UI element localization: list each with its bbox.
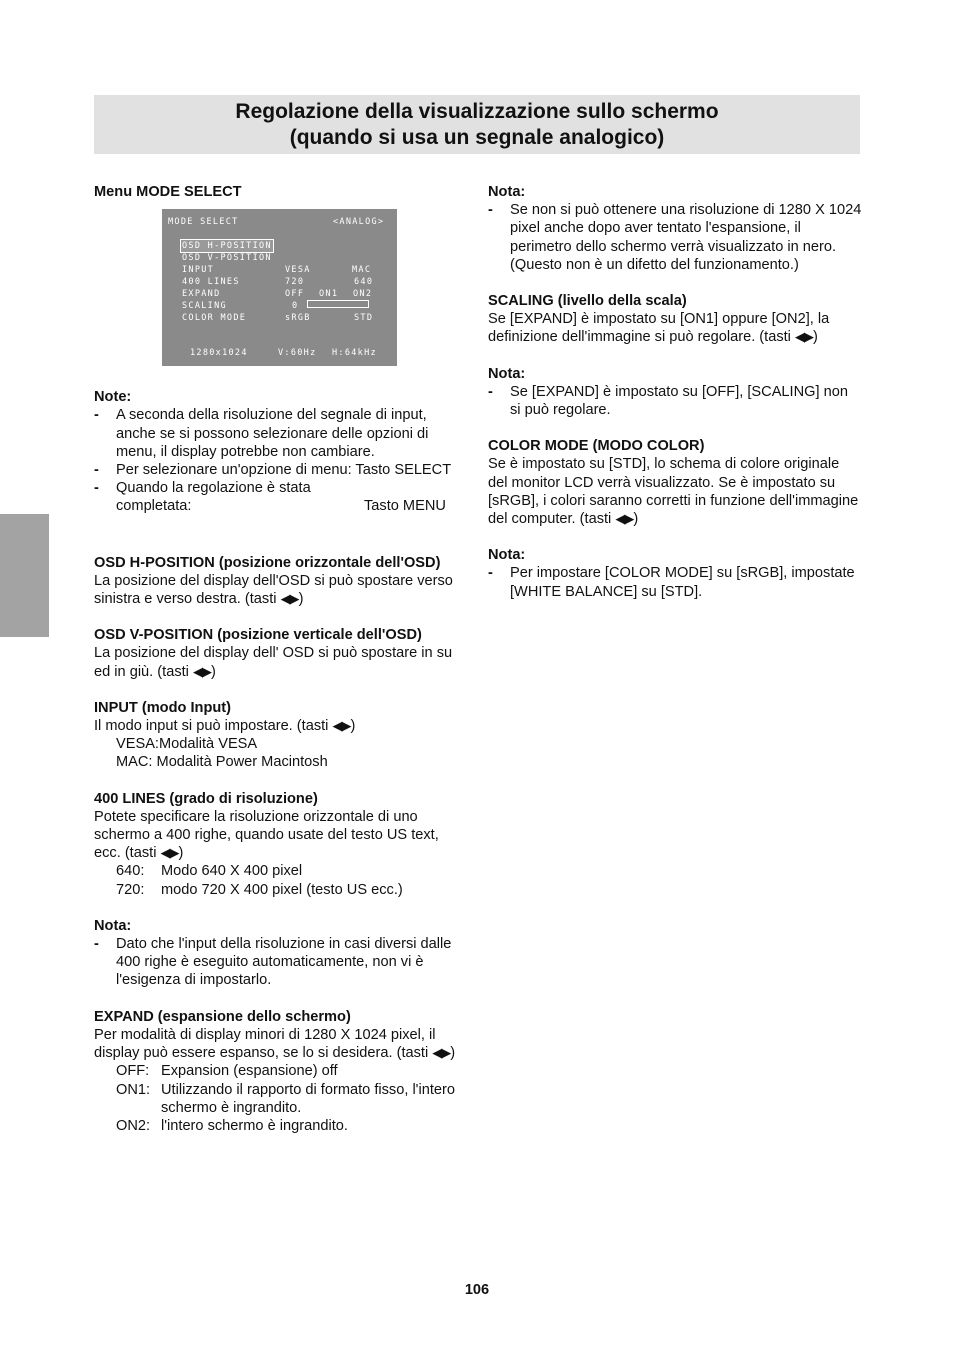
osd-lines-720: 720: [285, 277, 305, 288]
hpos-heading: OSD H-POSITION (posizione orizzontale dell'OSD): [94, 554, 441, 571]
lines-heading: 400 LINES (grado di risoluzione): [94, 790, 318, 807]
lines-text: Potete specificare la risoluzione orizzontale di uno schermo a 400 righe, quando usate del testo US text, ecc. (tasti ◀▶): [94, 808, 439, 862]
osd-footer-vfreq: V:60Hz: [278, 348, 317, 359]
scaling-text: Se [EXPAND] è impostato su [ON1] oppure [ON2], la definizione dell'immagine si può regolare. (tasti ◀▶): [488, 311, 830, 346]
input-mac-option: MAC: Modalità Power Macintosh: [116, 754, 328, 771]
osd-row-expand: EXPAND: [182, 289, 221, 300]
page-number: 106: [464, 1282, 490, 1298]
expand-heading: EXPAND (espansione dello schermo): [94, 1008, 351, 1025]
left-right-arrow-icon: ◀▶: [615, 511, 634, 527]
side-tab-marker: [0, 514, 49, 637]
note-item: - A seconda della risoluzione del segnale di input, anche se si possono selezionare delle opzioni di menu, il display potrebbe non cambiare.: [94, 407, 429, 460]
osd-row-scaling: SCALING: [182, 301, 227, 312]
vpos-heading: OSD V-POSITION (posizione verticale dell'OSD): [94, 627, 422, 644]
note-heading: Note:: [94, 389, 132, 406]
lines-option: 640: Modo 640 X 400 pixel: [116, 863, 303, 880]
osd-color-srgb: sRGB: [285, 313, 311, 324]
left-right-arrow-icon: ◀▶: [192, 663, 211, 679]
osd-scaling-bar: [307, 300, 369, 308]
osd-input-mac: MAC: [352, 265, 372, 276]
nota2-item: - Se [EXPAND] è impostato su [OFF], [SCALING] non si può regolare.: [488, 383, 848, 419]
input-text: Il modo input si può impostare. (tasti ◀▶): [94, 718, 356, 735]
scaling-heading: SCALING (livello della scala): [488, 293, 687, 310]
osd-row-input: INPUT: [182, 265, 215, 276]
osd-header-left: MODE SELECT: [168, 217, 239, 228]
osd-row-vpos: OSD V-POSITION: [182, 253, 272, 264]
lines-option: 720: modo 720 X 400 pixel (testo US ecc.): [116, 881, 403, 898]
expand-option: ON1: Utilizzando il rapporto di formato fisso, l'intero schermo è ingrandito.: [116, 1081, 455, 1116]
osd-expand-off: OFF: [285, 289, 305, 300]
nota1-heading: Nota:: [488, 184, 526, 200]
osd-expand-on2: ON2: [353, 289, 373, 300]
osd-footer-resolution: 1280x1024: [190, 348, 248, 359]
nota-item: - Dato che l'input della risoluzione in casi diversi dalle 400 righe è eseguito automaticamente, non vi è l'esigenza di impostarlo.: [94, 936, 452, 989]
nota1-item: - Se non si può ottenere una risoluzione di 1280 X 1024 pixel anche dopo aver tentato l'espansione, il perimetro dello schermo verrà visualizzato in nero. (Questo non è un difetto del funzionamento.): [488, 202, 862, 273]
osd-footer-hfreq: H:64kHz: [332, 348, 377, 359]
hpos-text: La posizione del display dell'OSD si può spostare verso sinistra e verso destra. (tasti ◀▶): [94, 572, 453, 608]
note-item: - Per selezionare un'opzione di menu: Tasto SELECT: [94, 462, 452, 479]
right-column: [488, 183, 862, 601]
page-title-box: [94, 95, 860, 154]
osd-scaling-value: 0: [292, 301, 299, 312]
page-title-line1: Regolazione della visualizzazione sullo schermo: [235, 100, 719, 123]
expand-option: OFF: Expansion (espansione) off: [116, 1063, 338, 1080]
input-vesa-option: VESA:Modalità VESA: [116, 736, 258, 753]
left-right-arrow-icon: ◀▶: [280, 591, 299, 607]
osd-expand-on1: ON1: [319, 289, 339, 300]
left-right-arrow-icon: ◀▶: [795, 329, 813, 345]
note-item: - Quando la regolazione è stata completata: Tasto MENU: [94, 480, 446, 515]
osd-color-std: STD: [354, 313, 374, 324]
color-text: Se è impostato su [STD], lo schema di colore originale del monitor LCD verrà visualizzato. Se è impostato su [sRGB], i colori saranno corretti in funzione dell'immagine del computer. (tasti ◀▶): [488, 456, 859, 528]
left-right-arrow-icon: ◀▶: [160, 845, 179, 861]
left-right-arrow-icon: ◀▶: [332, 718, 351, 734]
osd-lines-640: 640: [354, 277, 374, 288]
osd-row-hpos: OSD H-POSITION: [182, 241, 272, 252]
nota3-item: - Per impostare [COLOR MODE] su [sRGB], impostate [WHITE BALANCE] su [STD].: [488, 565, 855, 600]
osd-header-right: <ANALOG>: [333, 217, 385, 228]
color-heading: COLOR MODE (MODO COLOR): [488, 438, 705, 455]
expand-text: Per modalità di display minori di 1280 X 1024 pixel, il display può essere espanso, se lo si desidera. (tasti ◀▶): [94, 1026, 456, 1062]
input-heading: INPUT (modo Input): [94, 699, 231, 716]
expand-option: ON2: l'intero schermo è ingrandito.: [116, 1117, 348, 1134]
osd-row-color: COLOR MODE: [182, 313, 247, 324]
vpos-text: La posizione del display dell' OSD si può spostare in su ed in giù. (tasti ◀▶): [94, 645, 453, 680]
osd-menu-illustration: [162, 209, 397, 366]
left-right-arrow-icon: ◀▶: [432, 1045, 451, 1061]
left-column: [94, 183, 466, 1135]
menu-heading: Menu MODE SELECT: [94, 184, 242, 200]
osd-input-vesa: VESA: [285, 265, 311, 276]
nota-heading: Nota:: [94, 917, 132, 934]
page-title-line2: (quando si usa un segnale analogico): [289, 125, 665, 149]
nota2-heading: Nota:: [488, 365, 526, 382]
osd-row-lines: 400 LINES: [182, 277, 240, 288]
nota3-heading: Nota:: [488, 547, 526, 564]
